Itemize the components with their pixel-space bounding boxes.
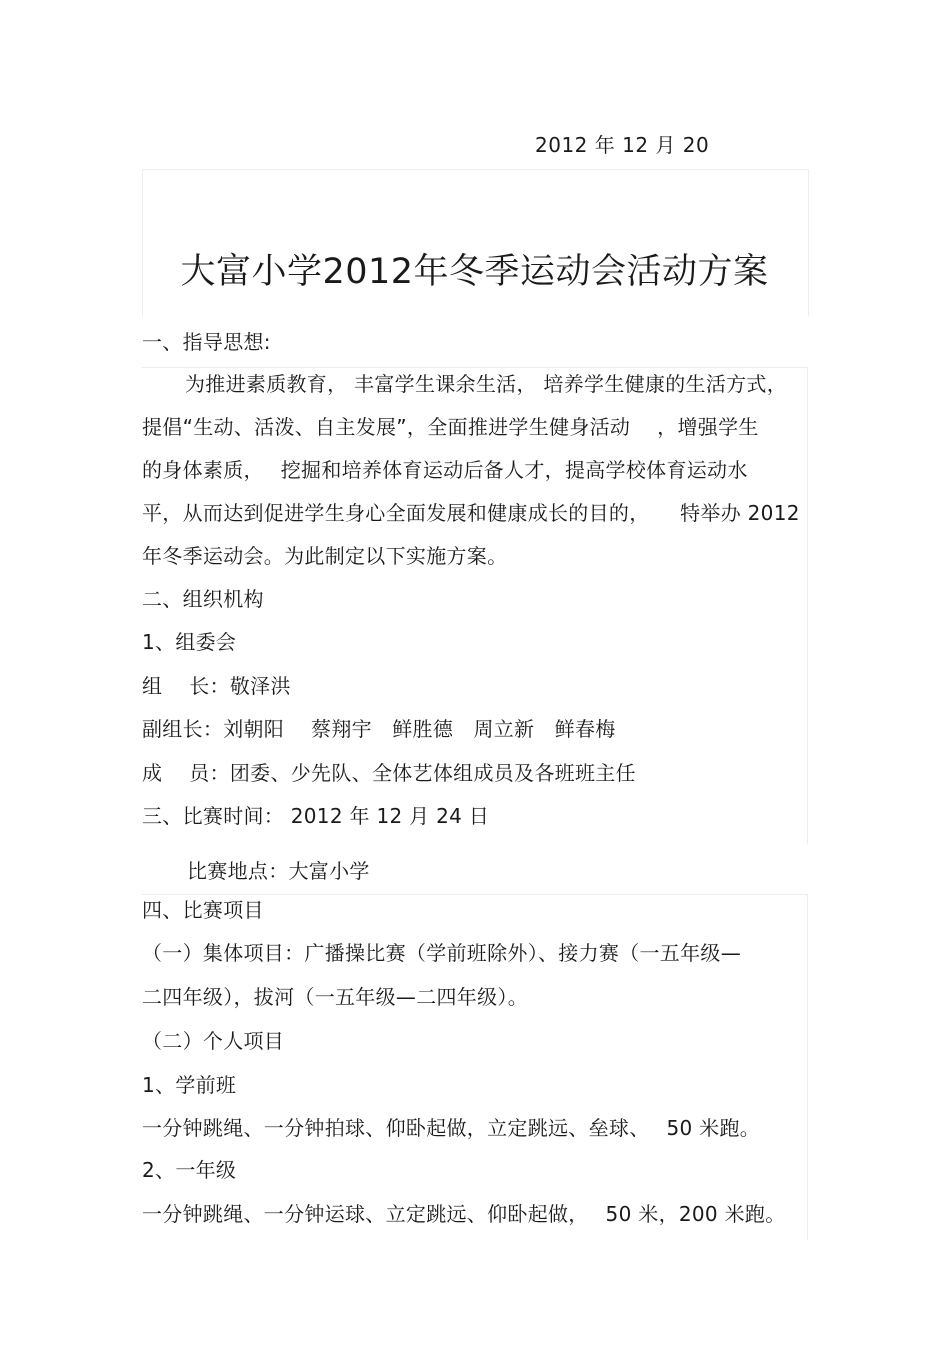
paragraph-line-3: 的身体素质， 挖掘和培养体育运动后备人才，提高学校体育运动水 (142, 458, 748, 482)
individual-events-heading: （二）个人项目 (142, 1029, 285, 1053)
document-date: 2012 年 12 月 20 (535, 133, 710, 157)
preschool-heading: 1、学前班 (142, 1073, 237, 1097)
grade1-events: 一分钟跳绳、一分钟运球、立定跳远、仰卧起做， 50 米，200 米跑。 (142, 1202, 786, 1226)
section-place: 比赛地点：大富小学 (187, 859, 370, 883)
committee-heading: 1、组委会 (142, 630, 237, 654)
paragraph-line-1: 为推进素质教育， 丰富学生课余生活， 培养学生健康的生活方式， (185, 372, 788, 396)
section-events-heading: 四、比赛项目 (142, 898, 264, 922)
paragraph-line-4: 平，从而达到促进学生身心全面发展和健康成长的目的， 特举办 2012 (142, 501, 800, 525)
paragraph-line-5: 年冬季运动会。为此制定以下实施方案。 (142, 544, 508, 568)
grade1-heading: 2、一年级 (142, 1158, 237, 1182)
group-events-line-2: 二四年级），拔河（一五年级—二四年级）。 (142, 985, 528, 1009)
section-time: 三、比赛时间： 2012 年 12 月 24 日 (142, 804, 490, 828)
committee-members: 成 员：团委、少先队、全体艺体组成员及各班班主任 (142, 761, 636, 785)
committee-deputy: 副组长：刘朝阳 蔡翔宇 鲜胜德 周立新 鲜春梅 (142, 717, 616, 741)
document-title: 大富小学2012年冬季运动会活动方案 (180, 252, 769, 292)
section-guiding-heading: 一、指导思想: (142, 330, 271, 354)
section-org-heading: 二、组织机构 (142, 587, 264, 611)
paragraph-line-2: 提倡“生动、活泼、自主发展”，全面推进学生健身活动 ，增强学生 (142, 415, 759, 439)
group-events-line-1: （一）集体项目：广播操比赛（学前班除外）、接力赛（一五年级— (142, 941, 741, 965)
committee-leader: 组 长：敬泽洪 (142, 674, 291, 698)
preschool-events: 一分钟跳绳、一分钟拍球、仰卧起做，立定跳远、垒球、 50 米跑。 (142, 1116, 761, 1140)
